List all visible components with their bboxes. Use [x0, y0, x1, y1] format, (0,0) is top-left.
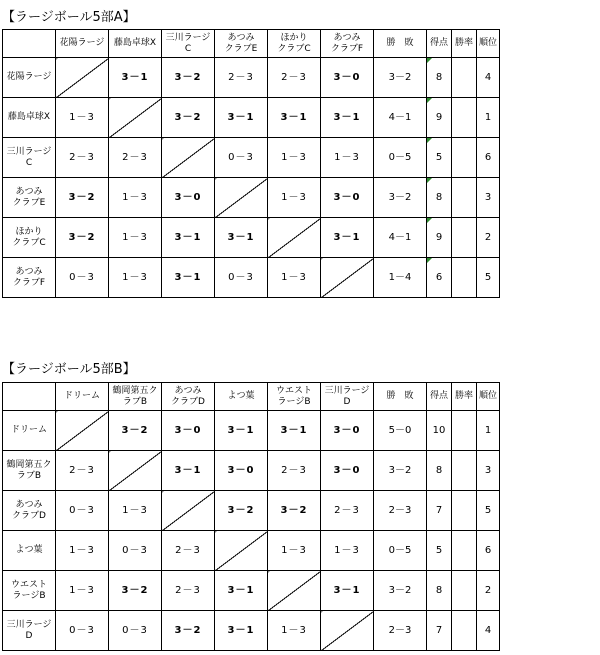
- column-header: 花陽ラージ: [56, 30, 109, 58]
- rank-cell: 6: [477, 531, 500, 571]
- column-header: あつみ クラブE: [215, 30, 268, 58]
- rank-cell: 2: [477, 218, 500, 258]
- match-score: 0－3: [56, 491, 109, 531]
- table-row: [3, 611, 500, 651]
- column-header: 藤島卓球X: [109, 30, 162, 58]
- match-score: 0－3: [109, 531, 162, 571]
- rank-cell: 5: [477, 491, 500, 531]
- points-cell: 6: [427, 258, 452, 298]
- match-score: 3－2: [56, 218, 109, 258]
- match-score: 3－1: [215, 98, 268, 138]
- diagonal-cell: [109, 98, 162, 138]
- column-header: よつ葉: [215, 383, 268, 411]
- match-score: 1－3: [56, 571, 109, 611]
- column-header: 勝 敗: [374, 30, 427, 58]
- diagonal-cell: [109, 451, 162, 491]
- rank-cell: 4: [477, 611, 500, 651]
- table-row: [3, 218, 500, 258]
- win-loss-record: 3－2: [374, 58, 427, 98]
- rank-cell: 1: [477, 98, 500, 138]
- team-name: 三川ラージ D: [3, 611, 56, 651]
- rank-cell: 2: [477, 571, 500, 611]
- win-rate-cell: [452, 258, 477, 298]
- match-score: 2－3: [162, 571, 215, 611]
- match-score: 1－3: [268, 531, 321, 571]
- column-header: 鶴岡第五ク ラブB: [109, 383, 162, 411]
- win-loss-record: 4－1: [374, 98, 427, 138]
- rank-cell: 4: [477, 58, 500, 98]
- team-name: ほかり クラブC: [3, 218, 56, 258]
- win-rate-cell: [452, 491, 477, 531]
- match-score: 1－3: [268, 611, 321, 651]
- match-score: 0－3: [215, 138, 268, 178]
- points-cell: 7: [427, 491, 452, 531]
- points-cell: 8: [427, 571, 452, 611]
- rank-cell: 3: [477, 178, 500, 218]
- header-row: [3, 30, 500, 58]
- match-score: 3－2: [56, 178, 109, 218]
- team-name: 鶴岡第五ク ラブB: [3, 451, 56, 491]
- rank-cell: 5: [477, 258, 500, 298]
- match-score: 3－1: [321, 571, 374, 611]
- win-rate-cell: [452, 531, 477, 571]
- column-header: 得点: [427, 383, 452, 411]
- win-loss-record: 3－2: [374, 451, 427, 491]
- team-name: ウエスト ラージB: [3, 571, 56, 611]
- match-score: 2－3: [56, 451, 109, 491]
- diagonal-cell: [56, 411, 109, 451]
- diagonal-cell: [215, 178, 268, 218]
- team-name: よつ葉: [3, 531, 56, 571]
- diagonal-cell: [268, 218, 321, 258]
- table-row: [3, 258, 500, 298]
- match-score: 3－1: [321, 218, 374, 258]
- team-name: あつみ クラブF: [3, 258, 56, 298]
- table-row: [3, 58, 500, 98]
- points-cell: 9: [427, 98, 452, 138]
- comment-marker-icon: [427, 258, 432, 263]
- comment-marker-icon: [427, 138, 432, 143]
- diagonal-cell: [56, 58, 109, 98]
- points-cell: 8: [427, 451, 452, 491]
- header-row: [3, 383, 500, 411]
- team-name: 花陽ラージ: [3, 58, 56, 98]
- win-rate-cell: [452, 571, 477, 611]
- match-score: 3－1: [162, 258, 215, 298]
- win-rate-cell: [452, 411, 477, 451]
- team-name: 三川ラージ C: [3, 138, 56, 178]
- win-rate-cell: [452, 611, 477, 651]
- match-score: 3－2: [162, 58, 215, 98]
- match-score: 1－3: [268, 178, 321, 218]
- team-name: あつみ クラブE: [3, 178, 56, 218]
- match-score: 3－1: [215, 411, 268, 451]
- corner-cell: [3, 383, 56, 411]
- match-score: 3－1: [162, 451, 215, 491]
- win-rate-cell: [452, 218, 477, 258]
- column-header: あつみ クラブF: [321, 30, 374, 58]
- win-loss-record: 5－0: [374, 411, 427, 451]
- match-score: 1－3: [268, 258, 321, 298]
- match-score: 3－0: [321, 58, 374, 98]
- match-score: 1－3: [268, 138, 321, 178]
- table-row: [3, 138, 500, 178]
- win-loss-record: 3－2: [374, 571, 427, 611]
- team-name: ドリーム: [3, 411, 56, 451]
- win-rate-cell: [452, 138, 477, 178]
- rank-cell: 6: [477, 138, 500, 178]
- table-row: [3, 571, 500, 611]
- match-score: 1－3: [109, 178, 162, 218]
- points-cell: 8: [427, 58, 452, 98]
- diagonal-cell: [162, 491, 215, 531]
- match-score: 1－3: [56, 531, 109, 571]
- comment-marker-icon: [427, 58, 432, 63]
- points-cell: 10: [427, 411, 452, 451]
- comment-marker-icon: [427, 98, 432, 103]
- match-score: 3－1: [215, 571, 268, 611]
- division-title: 【ラージボール5部B】: [2, 362, 136, 377]
- match-score: 2－3: [215, 58, 268, 98]
- match-score: 1－3: [321, 531, 374, 571]
- team-name: 藤島卓球X: [3, 98, 56, 138]
- match-score: 2－3: [268, 451, 321, 491]
- match-score: 3－2: [268, 491, 321, 531]
- match-score: 3－0: [321, 178, 374, 218]
- win-loss-record: 0－5: [374, 138, 427, 178]
- match-score: 0－3: [56, 611, 109, 651]
- match-score: 3－2: [215, 491, 268, 531]
- match-score: 1－3: [109, 218, 162, 258]
- table-row: [3, 531, 500, 571]
- match-score: 2－3: [56, 138, 109, 178]
- points-cell: 5: [427, 531, 452, 571]
- match-score: 2－3: [162, 531, 215, 571]
- match-score: 3－0: [215, 451, 268, 491]
- points-cell: 9: [427, 218, 452, 258]
- rank-cell: 3: [477, 451, 500, 491]
- win-loss-record: 2－3: [374, 491, 427, 531]
- column-header: 三川ラージ C: [162, 30, 215, 58]
- division-title: 【ラージボール5部A】: [2, 10, 136, 25]
- column-header: 順位: [477, 30, 500, 58]
- win-loss-record: 3－2: [374, 178, 427, 218]
- table-body: [3, 30, 500, 298]
- table-row: [3, 491, 500, 531]
- match-score: 3－1: [162, 218, 215, 258]
- match-score: 3－1: [215, 218, 268, 258]
- table-row: [3, 411, 500, 451]
- match-score: 2－3: [268, 58, 321, 98]
- team-name: あつみ クラブD: [3, 491, 56, 531]
- column-header: ドリーム: [56, 383, 109, 411]
- match-score: 3－1: [109, 58, 162, 98]
- match-score: 1－3: [109, 491, 162, 531]
- win-loss-record: 1－4: [374, 258, 427, 298]
- corner-cell: [3, 30, 56, 58]
- comment-marker-icon: [427, 178, 432, 183]
- win-loss-record: 0－5: [374, 531, 427, 571]
- points-cell: 5: [427, 138, 452, 178]
- match-score: 1－3: [56, 98, 109, 138]
- diagonal-cell: [321, 611, 374, 651]
- column-header: 勝率: [452, 383, 477, 411]
- match-score: 3－2: [162, 98, 215, 138]
- match-score: 2－3: [109, 138, 162, 178]
- win-rate-cell: [452, 178, 477, 218]
- table-row: [3, 98, 500, 138]
- rank-cell: 1: [477, 411, 500, 451]
- match-score: 3－1: [268, 98, 321, 138]
- points-cell: 7: [427, 611, 452, 651]
- match-score: 3－2: [162, 611, 215, 651]
- match-score: 1－3: [321, 138, 374, 178]
- match-score: 0－3: [215, 258, 268, 298]
- win-loss-record: 2－3: [374, 611, 427, 651]
- comment-marker-icon: [427, 218, 432, 223]
- win-loss-record: 4－1: [374, 218, 427, 258]
- column-header: あつみ クラブD: [162, 383, 215, 411]
- column-header: ウエスト ラージB: [268, 383, 321, 411]
- diagonal-cell: [162, 138, 215, 178]
- match-score: 1－3: [109, 258, 162, 298]
- win-rate-cell: [452, 58, 477, 98]
- win-rate-cell: [452, 451, 477, 491]
- column-header: 勝 敗: [374, 383, 427, 411]
- match-score: 3－0: [162, 178, 215, 218]
- match-score: 3－1: [321, 98, 374, 138]
- match-score: 2－3: [321, 491, 374, 531]
- match-score: 3－2: [109, 411, 162, 451]
- column-header: ほかり クラブC: [268, 30, 321, 58]
- match-score: 3－1: [215, 611, 268, 651]
- match-score: 0－3: [56, 258, 109, 298]
- table-row: [3, 451, 500, 491]
- diagonal-cell: [321, 258, 374, 298]
- diagonal-cell: [215, 531, 268, 571]
- column-header: 順位: [477, 383, 500, 411]
- column-header: 三川ラージ D: [321, 383, 374, 411]
- points-cell: 8: [427, 178, 452, 218]
- column-header: 勝率: [452, 30, 477, 58]
- diagonal-cell: [268, 571, 321, 611]
- league-table-a: [2, 29, 500, 298]
- match-score: 3－0: [321, 451, 374, 491]
- league-table-b: [2, 382, 500, 651]
- win-rate-cell: [452, 98, 477, 138]
- match-score: 0－3: [109, 611, 162, 651]
- match-score: 3－0: [321, 411, 374, 451]
- match-score: 3－2: [109, 571, 162, 611]
- column-header: 得点: [427, 30, 452, 58]
- match-score: 3－0: [162, 411, 215, 451]
- table-body: [3, 383, 500, 651]
- table-row: [3, 178, 500, 218]
- match-score: 3－1: [268, 411, 321, 451]
